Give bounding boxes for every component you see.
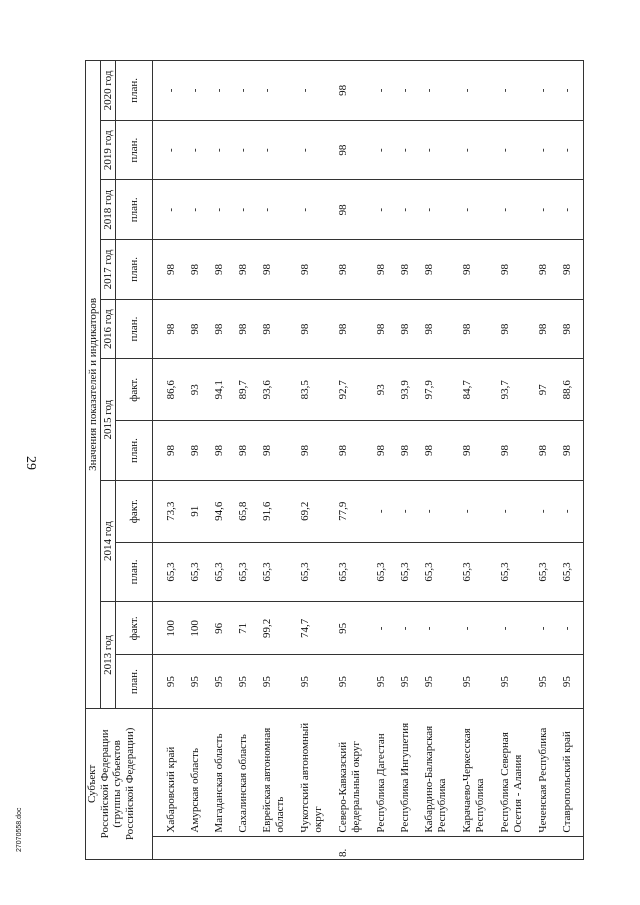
value-cell: - [211, 120, 235, 180]
value-cell: 98 [235, 299, 259, 359]
row-number [163, 836, 187, 859]
value-cell: - [535, 120, 559, 180]
subject-header-line1: Субъект [86, 764, 98, 804]
table-row [163, 61, 187, 860]
value-cell: - [459, 180, 497, 240]
value-cell: - [459, 602, 497, 655]
value-cell: 98 [335, 240, 373, 300]
year-header-2020: 2020 год [101, 61, 116, 121]
plan-header: план. [116, 655, 153, 708]
value-cell: 65,3 [335, 542, 373, 602]
value-cell: 98 [211, 299, 235, 359]
row-number [559, 836, 584, 859]
row-number [297, 836, 335, 859]
subject-name: Хабаровский край [163, 708, 187, 836]
table-row [187, 61, 211, 860]
value-cell: - [211, 180, 235, 240]
value-cell: - [559, 61, 584, 121]
value-cell: 98 [163, 240, 187, 300]
year-header-2017: 2017 год [101, 240, 116, 300]
value-cell: - [497, 61, 535, 121]
value-cell: - [235, 120, 259, 180]
value-cell: 95 [535, 655, 559, 708]
value-cell: 100 [187, 602, 211, 655]
year-header-2013: 2013 год [101, 602, 116, 709]
value-cell: - [421, 120, 459, 180]
value-cell: 98 [459, 421, 497, 481]
value-cell: 95 [163, 655, 187, 708]
value-cell: 86,6 [163, 359, 187, 421]
value-cell: - [163, 120, 187, 180]
subject-name: Ставропольский край [559, 708, 584, 836]
fact-header: факт. [116, 602, 153, 655]
value-cell: 91 [187, 480, 211, 542]
value-cell: - [187, 61, 211, 121]
value-cell: 95 [397, 655, 421, 708]
value-cell: 98 [535, 299, 559, 359]
value-cell: 65,3 [259, 542, 297, 602]
value-cell: 93,6 [259, 359, 297, 421]
value-cell: 98 [297, 421, 335, 481]
value-cell: 98 [211, 240, 235, 300]
value-cell: 98 [187, 299, 211, 359]
value-cell: - [497, 480, 535, 542]
value-cell: 98 [559, 240, 584, 300]
row-number [211, 836, 235, 859]
value-cell: 98 [559, 421, 584, 481]
value-cell: 98 [373, 421, 397, 481]
value-cell: 98 [187, 421, 211, 481]
value-cell: 98 [259, 240, 297, 300]
subject-name: Чеченская Республика [535, 708, 559, 836]
year-header-2018: 2018 год [101, 180, 116, 240]
value-cell: 91,6 [259, 480, 297, 542]
value-cell: 98 [535, 421, 559, 481]
value-cell: - [459, 61, 497, 121]
subject-name: Республика Северная Осетия - Алания [497, 708, 535, 836]
value-cell: 96 [211, 602, 235, 655]
value-cell: - [297, 120, 335, 180]
value-cell: 65,3 [397, 542, 421, 602]
value-cell: - [497, 180, 535, 240]
value-cell: 92,7 [335, 359, 373, 421]
plan-header: план. [116, 421, 153, 481]
fact-header: факт. [116, 359, 153, 421]
year-header-2014: 2014 год [101, 480, 116, 601]
year-header-2019: 2019 год [101, 120, 116, 180]
value-cell: - [459, 120, 497, 180]
value-cell: 77,9 [335, 480, 373, 542]
value-cell: 84,7 [459, 359, 497, 421]
value-cell: 65,3 [535, 542, 559, 602]
value-cell: 95 [297, 655, 335, 708]
value-cell: 95 [373, 655, 397, 708]
value-cell: - [397, 120, 421, 180]
subject-name: Карачаево-Черкесская Республика [459, 708, 497, 836]
value-cell: 65,3 [373, 542, 397, 602]
value-cell: - [163, 61, 187, 121]
value-cell: 98 [163, 299, 187, 359]
subject-name: Магаданская область [211, 708, 235, 836]
value-cell: 65,3 [163, 542, 187, 602]
value-cell: 69,2 [297, 480, 335, 542]
row-number [459, 836, 497, 859]
value-cell: 98 [187, 240, 211, 300]
value-cell: - [235, 180, 259, 240]
table-row [559, 61, 584, 860]
value-cell: 65,3 [459, 542, 497, 602]
value-cell: 93,7 [497, 359, 535, 421]
plan-header: план. [116, 240, 153, 300]
value-cell: 98 [335, 180, 373, 240]
value-cell: - [259, 120, 297, 180]
rotated-table-container [85, 60, 573, 860]
subject-name: Еврейская автономная область [259, 708, 297, 836]
value-cell: - [373, 61, 397, 121]
subject-header-line4: Российской Федерации) [123, 727, 136, 841]
subject-name: Северо-Кавказский федеральный округ [335, 708, 373, 836]
row-number [421, 836, 459, 859]
subject-name: Амурская область [187, 708, 211, 836]
value-cell: 71 [235, 602, 259, 655]
table-row [335, 61, 373, 860]
table-row [235, 61, 259, 860]
value-cell: - [373, 602, 397, 655]
page-number: 29 [23, 456, 38, 470]
value-cell: - [559, 602, 584, 655]
subject-header [86, 708, 153, 859]
indicators-header: Значения показателей и индикаторов [86, 61, 101, 709]
fact-header: факт. [116, 480, 153, 542]
value-cell: - [535, 480, 559, 542]
value-cell: - [259, 180, 297, 240]
table-row [297, 61, 335, 860]
value-cell: - [397, 602, 421, 655]
table-row [373, 61, 397, 860]
row-number [187, 836, 211, 859]
value-cell: 98 [211, 421, 235, 481]
value-cell: 95 [235, 655, 259, 708]
value-cell: 65,3 [421, 542, 459, 602]
value-cell: - [421, 602, 459, 655]
value-cell: - [187, 180, 211, 240]
value-cell: 98 [335, 120, 373, 180]
subject-header-line3: (группы субъектов [111, 740, 124, 828]
subject-name: Республика Ингушетия [397, 708, 421, 836]
spacer-row [153, 61, 164, 860]
value-cell: - [235, 61, 259, 121]
value-cell: - [297, 61, 335, 121]
table-row [459, 61, 497, 860]
value-cell: - [559, 480, 584, 542]
value-cell: 98 [297, 240, 335, 300]
value-cell: 65,3 [559, 542, 584, 602]
value-cell: 99,2 [259, 602, 297, 655]
value-cell: 65,3 [297, 542, 335, 602]
value-cell: 98 [335, 299, 373, 359]
value-cell: - [163, 180, 187, 240]
table-row [535, 61, 559, 860]
value-cell: 95 [559, 655, 584, 708]
value-cell: 98 [235, 421, 259, 481]
value-cell: 88,6 [559, 359, 584, 421]
plan-header: план. [116, 120, 153, 180]
value-cell: 95 [459, 655, 497, 708]
value-cell: 98 [259, 421, 297, 481]
value-cell: 98 [373, 299, 397, 359]
value-cell: 95 [187, 655, 211, 708]
year-header-2016: 2016 год [101, 299, 116, 359]
subject-name: Чукотский автономный округ [297, 708, 335, 836]
value-cell: 94,1 [211, 359, 235, 421]
value-cell: 98 [335, 421, 373, 481]
value-cell: - [535, 602, 559, 655]
value-cell: - [459, 480, 497, 542]
value-cell: 98 [421, 240, 459, 300]
value-cell: 98 [497, 421, 535, 481]
row-number [535, 836, 559, 859]
value-cell: - [259, 61, 297, 121]
table-row [497, 61, 535, 860]
value-cell: - [397, 61, 421, 121]
value-cell: 98 [421, 299, 459, 359]
value-cell: 93 [187, 359, 211, 421]
value-cell: 98 [421, 421, 459, 481]
plan-header: план. [116, 542, 153, 602]
table-row [397, 61, 421, 860]
value-cell: - [397, 180, 421, 240]
table-row [421, 61, 459, 860]
value-cell: - [559, 120, 584, 180]
value-cell: - [421, 180, 459, 240]
value-cell: 98 [497, 240, 535, 300]
value-cell: 93,9 [397, 359, 421, 421]
value-cell: - [297, 180, 335, 240]
value-cell: - [535, 61, 559, 121]
value-cell: - [187, 120, 211, 180]
value-cell: - [421, 61, 459, 121]
plan-header: план. [116, 180, 153, 240]
indicators-table [85, 60, 584, 860]
value-cell: 95 [497, 655, 535, 708]
subject-name: Кабардино-Балкарская Республика [421, 708, 459, 836]
value-cell: 89,7 [235, 359, 259, 421]
value-cell: - [421, 480, 459, 542]
value-cell: - [497, 602, 535, 655]
value-cell: 98 [459, 299, 497, 359]
value-cell: 98 [459, 240, 497, 300]
value-cell: 73,3 [163, 480, 187, 542]
row-number [397, 836, 421, 859]
value-cell: 98 [297, 299, 335, 359]
value-cell: 97,9 [421, 359, 459, 421]
value-cell: 74,7 [297, 602, 335, 655]
value-cell: 100 [163, 602, 187, 655]
table-row [259, 61, 297, 860]
table-row [211, 61, 235, 860]
value-cell: 65,8 [235, 480, 259, 542]
row-number: 8. [335, 836, 373, 859]
value-cell: 94,6 [211, 480, 235, 542]
value-cell: 65,3 [497, 542, 535, 602]
plan-header: план. [116, 61, 153, 121]
plan-header: план. [116, 299, 153, 359]
row-number [259, 836, 297, 859]
value-cell: - [373, 180, 397, 240]
value-cell: 83,5 [297, 359, 335, 421]
value-cell: - [559, 180, 584, 240]
value-cell: 98 [559, 299, 584, 359]
value-cell: 98 [163, 421, 187, 481]
value-cell: 98 [397, 421, 421, 481]
value-cell: 95 [335, 655, 373, 708]
value-cell: 98 [373, 240, 397, 300]
row-number [497, 836, 535, 859]
value-cell: - [397, 480, 421, 542]
value-cell: 65,3 [187, 542, 211, 602]
value-cell: - [373, 480, 397, 542]
value-cell: 65,3 [235, 542, 259, 602]
value-cell: 98 [259, 299, 297, 359]
row-number [235, 836, 259, 859]
subject-name: Республика Дагестан [373, 708, 397, 836]
footer-file-code: 27070558.doc [16, 807, 23, 852]
subject-header-line2: Российской Федерации [98, 729, 111, 839]
value-cell: 93 [373, 359, 397, 421]
value-cell: 95 [211, 655, 235, 708]
value-cell: 98 [235, 240, 259, 300]
value-cell: 65,3 [211, 542, 235, 602]
value-cell: 95 [259, 655, 297, 708]
value-cell: 95 [421, 655, 459, 708]
value-cell: - [373, 120, 397, 180]
value-cell: - [535, 180, 559, 240]
value-cell: 95 [335, 602, 373, 655]
row-number [373, 836, 397, 859]
value-cell: - [211, 61, 235, 121]
value-cell: 98 [335, 61, 373, 121]
value-cell: 98 [535, 240, 559, 300]
subject-name: Сахалинская область [235, 708, 259, 836]
year-header-2015: 2015 год [101, 359, 116, 480]
value-cell: 98 [397, 240, 421, 300]
value-cell: - [497, 120, 535, 180]
table-body [153, 61, 584, 860]
value-cell: 98 [397, 299, 421, 359]
value-cell: 98 [497, 299, 535, 359]
value-cell: 97 [535, 359, 559, 421]
